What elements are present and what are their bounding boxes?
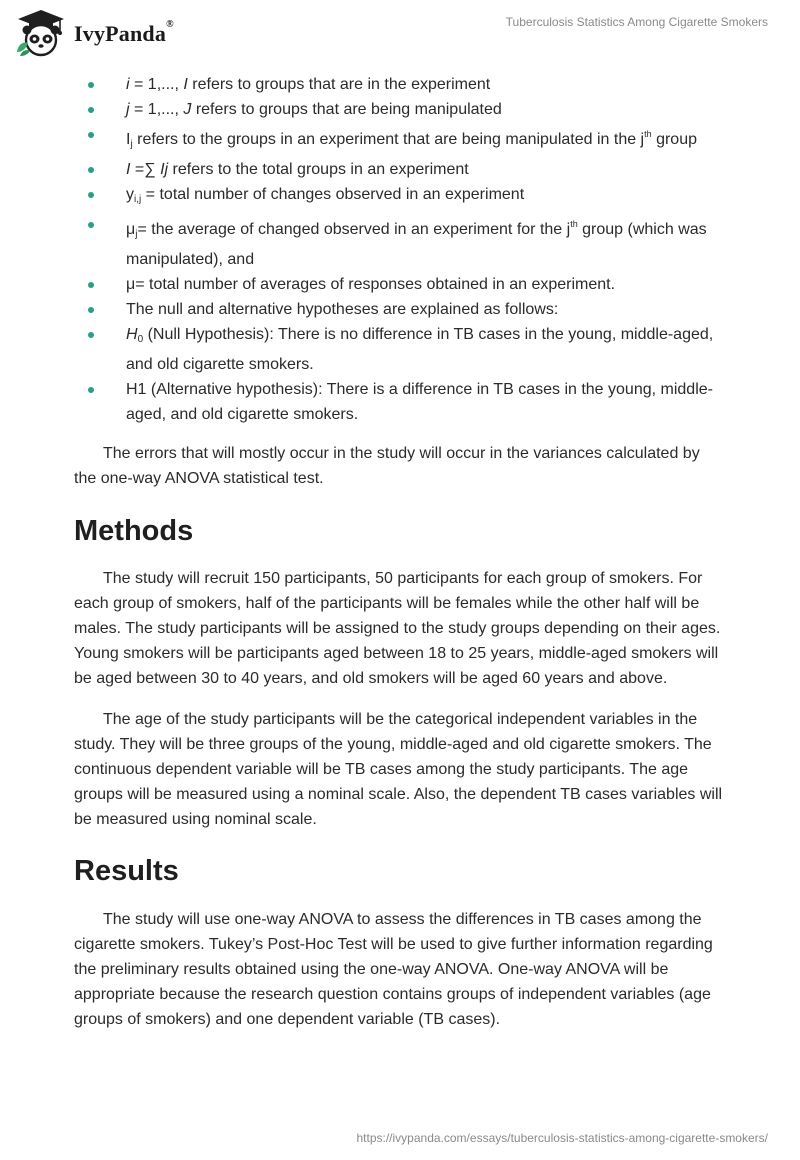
list-item: yi,j = total number of changes observed in an experiment [74, 182, 726, 212]
methods-paragraph-1: The study will recruit 150 participants, 50 participants for each group of smokers. For each group of smokers, half of the participants will be females while the other half will be males. The study participants will be assigned to the study groups depending on their ages. Young smokers will be participants aged between 18 to 25 years, middle-aged smokers will be aged between 30 to 40 years, and old smokers will be aged 60 years and above. [74, 570, 721, 687]
bullet-dot [88, 282, 94, 288]
logo-wordmark: IvyPanda® [74, 19, 174, 46]
document-title: Tuberculosis Statistics Among Cigarette Smokers [505, 15, 768, 29]
panda-graduate-icon [14, 8, 68, 58]
list-item: μj= the average of changed observed in an experiment for the $j^{th}$ group (which was manipulated), and [74, 212, 726, 272]
results-paragraph-1: The study will use one-way ANOVA to assess the differences in TB cases among the cigarette smokers. Tukey’s Post-Hoc Test will be used to give further information regarding the preliminary results obtained using the one-way ANOVA. One-way ANOVA will be appropriate because the research question contains groups of independent variables (age groups of smokers) and one dependent variable (TB cases). [74, 911, 713, 1028]
source-url-link[interactable]: https://ivypanda.com/essays/tuberculosis-statistics-among-cigarette-smokers/ [356, 1131, 768, 1145]
list-item: j = 1,..., J refers to groups that are being manipulated [74, 97, 726, 122]
bullet-dot [88, 82, 94, 88]
list-item: i = 1,..., I refers to groups that are in the experiment [74, 72, 726, 97]
list-item: H1 (Alternative hypothesis): There is a difference in TB cases in the young, middle-aged, and old cigarette smokers. [74, 377, 726, 427]
bullet-dot [88, 132, 94, 138]
list-item: Ij refers to the groups in an experiment that are being manipulated in the $j^{th}$ group [74, 122, 726, 157]
definitions-list [74, 72, 726, 427]
bullet-dot [88, 222, 94, 228]
bullet-dot [88, 387, 94, 393]
essay-content [74, 72, 726, 1032]
list-item: I =∑ Ij refers to the total groups in an experiment [74, 157, 726, 182]
list-item: μ= total number of averages of responses obtained in an experiment. [74, 272, 726, 297]
bullet-dot [88, 332, 94, 338]
methods-heading: Methods [74, 515, 194, 547]
list-item: H0 (Null Hypothesis): There is no difference in TB cases in the young, middle-aged, and old cigarette smokers. [74, 322, 726, 377]
list-item: The null and alternative hypotheses are explained as follows: [74, 297, 726, 322]
errors-paragraph: The errors that will mostly occur in the study will occur in the variances calculated by the one-way ANOVA statistical test. [74, 445, 700, 487]
bullet-dot [88, 167, 94, 173]
ivypanda-logo[interactable] [14, 8, 174, 58]
page-header [0, 0, 800, 66]
bullet-dot [88, 307, 94, 313]
bullet-dot [88, 107, 94, 113]
methods-paragraph-2: The age of the study participants will be the categorical independent variables in the study. They will be three groups of the young, middle-aged and old cigarette smokers. The continuous dependent variable will be TB cases among the study participants. The age groups will be measured using a nominal scale. Also, the dependent TB cases variables will be measured using nominal scale. [74, 711, 723, 828]
results-heading: Results [74, 855, 179, 887]
bullet-dot [88, 192, 94, 198]
